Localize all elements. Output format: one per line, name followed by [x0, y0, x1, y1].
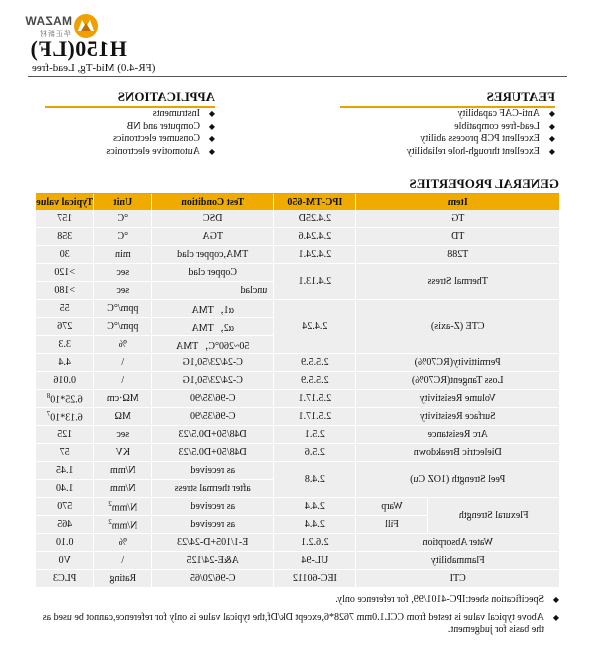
cell-unit: sec [94, 426, 152, 444]
cell-item: Water Absorption [356, 534, 559, 552]
cell-value [36, 390, 94, 408]
table-row [36, 246, 559, 264]
cell-condition: D48/50+D0.5/23 [152, 444, 274, 462]
cell-value: 358 [36, 228, 94, 246]
cell-method: 2.4.25D [274, 210, 356, 228]
unit-base: N/mm [111, 502, 138, 514]
value-base: 6.13*10 [50, 412, 83, 424]
cell-value: 125 [36, 426, 94, 444]
table-row [36, 462, 559, 480]
cell-item: CTE (Z-axis) [356, 300, 559, 354]
cell-condition: 50~260°C，TMA [152, 336, 274, 354]
cell-unit: % [94, 336, 152, 354]
cell-unit: % [94, 534, 152, 552]
cell-value: PLC3 [36, 570, 94, 588]
table-row [36, 390, 559, 408]
feature-item: ◆ Excellent through-hole reliability [407, 146, 555, 159]
cell-condition: TGA [152, 228, 274, 246]
cell-value: 0.016 [36, 372, 94, 390]
cell-value: 1.40 [36, 480, 94, 498]
cell-unit: MΩ·cm [94, 390, 152, 408]
cell-condition: C-96/35/90 [152, 408, 274, 426]
cell-method: UL-94 [274, 552, 356, 570]
cell-item: Flammability [356, 552, 559, 570]
general-properties-heading [36, 176, 559, 195]
product-title: H150(LF) [30, 36, 127, 61]
cell-condition: Copper clad [152, 264, 274, 282]
cell-item: TG [356, 210, 559, 228]
cell-condition: after thermal stress [152, 480, 274, 498]
cell-condition: DSC [152, 210, 274, 228]
cell-condition: α1，TMA [152, 300, 274, 318]
cell-condition: C-24/23/50,1G [152, 372, 274, 390]
cell-item: Volume Resistivity [356, 390, 559, 408]
value-base: 6.25*10 [50, 394, 83, 406]
cell-value: 570 [36, 498, 94, 516]
cell-method: 2.5.17.1 [274, 408, 356, 426]
cell-unit: min [94, 246, 152, 264]
table-row [36, 444, 559, 462]
table-row [36, 408, 559, 426]
cell-unit [94, 498, 152, 516]
cell-value: 30 [36, 246, 94, 264]
feature-item: ◆ Excellent PCB process ability [407, 133, 555, 146]
cell-item: Dielectric Breakdown [356, 444, 559, 462]
cell-unit: N/mm [94, 462, 152, 480]
cell-value: 465 [36, 516, 94, 534]
value-exponent: 8 [46, 391, 51, 400]
value-exponent: 7 [46, 409, 51, 418]
cell-method: 2.5.6 [274, 444, 356, 462]
cell-item: TD [356, 228, 559, 246]
application-item: ◆ Instruments [106, 108, 215, 121]
cell-condition: α2，TMA [152, 318, 274, 336]
cell-value: 276 [36, 318, 94, 336]
table-row [36, 228, 559, 246]
cell-method: 2.5.17.1 [274, 390, 356, 408]
cell-value: 4.4 [36, 354, 94, 372]
column-header-unit: Unit [94, 194, 152, 210]
unit-exponent: 2 [108, 517, 112, 526]
cell-value: >180 [36, 282, 94, 300]
cell-condition: C-24/23/50,1G [152, 354, 274, 372]
cell-method: 2.4.13.1 [274, 264, 356, 300]
cell-value: 55 [36, 300, 94, 318]
application-item: ◆ Automotive electronics [106, 146, 215, 159]
applications-heading [45, 89, 215, 108]
feature-item: ◆ Anti-CAF capability [407, 108, 555, 121]
cell-item: T288 [356, 246, 559, 264]
cell-condition: TMA,copper clad [152, 246, 274, 264]
cell-method: 2.4.8 [274, 462, 356, 498]
table-row [36, 426, 559, 444]
cell-method: 2.4.4 [274, 498, 356, 516]
cell-method: 2.5.5.9 [274, 372, 356, 390]
cell-method: 2.5.5.9 [274, 354, 356, 372]
cell-unit [94, 516, 152, 534]
title-divider [28, 76, 567, 77]
cell-unit: MΩ [94, 408, 152, 426]
cell-method: 2.4.24 [274, 300, 356, 354]
footnotes [36, 594, 559, 642]
cell-method: 2.5.1 [274, 426, 356, 444]
cell-value: 3.3 [36, 336, 94, 354]
application-item: ◆ Consumer electronics [106, 133, 215, 146]
table-row [36, 498, 559, 516]
cell-condition: unclad [152, 282, 274, 300]
feature-item: ◆ Lead-free compatible [407, 121, 555, 134]
cell-unit: \ [94, 552, 152, 570]
product-subtitle: (FR-4.0) Mid-Tg, Lead-free [32, 62, 156, 74]
cell-unit: \ [94, 354, 152, 372]
cell-unit: KV [94, 444, 152, 462]
cell-unit: ppm/°C [94, 300, 152, 318]
cell-item: Thermal Stress [356, 264, 559, 300]
table-row [36, 534, 559, 552]
footnote-item: ◆ Above typical value is tested from CCL1.0mm 7628*6,except Dk/Df,the typical value is only for reference,cannot be used as the basis for judgement. [36, 612, 559, 636]
cell-item: Arc Resistance [356, 426, 559, 444]
cell-unit: sec [94, 264, 152, 282]
cell-value: 57 [36, 444, 94, 462]
cell-condition: D48/50+D0.5/23 [152, 426, 274, 444]
unit-base: N/mm [111, 520, 138, 532]
cell-item: Surface Resistivity [356, 408, 559, 426]
cell-condition: E-1/105+D-24/23 [152, 534, 274, 552]
cell-unit: \ [94, 372, 152, 390]
column-header-item: Item [356, 194, 559, 210]
properties-table [36, 194, 559, 588]
cell-method: IEC-60112 [274, 570, 356, 588]
cell-value: >120 [36, 264, 94, 282]
cell-value: 157 [36, 210, 94, 228]
table-row [36, 210, 559, 228]
cell-value: V0 [36, 552, 94, 570]
column-header-method: IPC-TM-650 [274, 194, 356, 210]
cell-value [36, 408, 94, 426]
brand-name-cn: 华正新材 [39, 30, 71, 38]
cell-method: 2.4.24.6 [274, 228, 356, 246]
table-row [36, 300, 559, 318]
cell-unit: °C [94, 228, 152, 246]
footnote-item: ◆ Specification sheet:IPC-4101/99, for reference only. [36, 594, 559, 606]
cell-unit: ppm/°C [94, 318, 152, 336]
cell-item: Loss Tangent(RC70%) [356, 372, 559, 390]
cell-value: 1.45 [36, 462, 94, 480]
applications-list [106, 108, 215, 158]
features-heading [340, 89, 555, 108]
unit-exponent: 2 [108, 499, 112, 508]
features-list [407, 108, 555, 158]
general-properties-heading-text: GENERAL PROPERTIES [409, 176, 559, 191]
cell-direction: Warp [356, 498, 428, 516]
table-row [36, 264, 559, 282]
column-header-condition: Test Condition [152, 194, 274, 210]
table-row [36, 552, 559, 570]
table-row [36, 570, 559, 588]
cell-item: Permittivity(RC70%) [356, 354, 559, 372]
cell-condition: C-96/35/90 [152, 390, 274, 408]
cell-condition: A&E-24/125 [152, 552, 274, 570]
cell-condition: C-96/20/65 [152, 570, 274, 588]
cell-item: CTI [356, 570, 559, 588]
cell-item: Flexural Strength [428, 498, 559, 534]
cell-unit: sec [94, 282, 152, 300]
features-heading-text: FEATURES [486, 89, 555, 104]
table-header-row [36, 194, 559, 210]
application-item: ◆ Computer and NB [106, 121, 215, 134]
cell-method: 2.4.24.1 [274, 246, 356, 264]
table-row [36, 354, 559, 372]
column-header-value: Typical value [36, 194, 94, 210]
table-row [36, 372, 559, 390]
applications-heading-text: APPLICATIONS [117, 89, 215, 104]
cell-unit: °C [94, 210, 152, 228]
cell-unit: Rating [94, 570, 152, 588]
cell-value: 0.10 [36, 534, 94, 552]
cell-condition: as received [152, 498, 274, 516]
cell-unit: N/mm [94, 480, 152, 498]
cell-condition: as received [152, 516, 274, 534]
cell-method: 2.4.4 [274, 516, 356, 534]
brand-name: MAZAW [25, 14, 72, 28]
cell-method: 2.6.2.1 [274, 534, 356, 552]
cell-condition: as received [152, 462, 274, 480]
cell-direction: Fill [356, 516, 428, 534]
cell-item: Peel Strength (1OZ Cu) [356, 462, 559, 498]
